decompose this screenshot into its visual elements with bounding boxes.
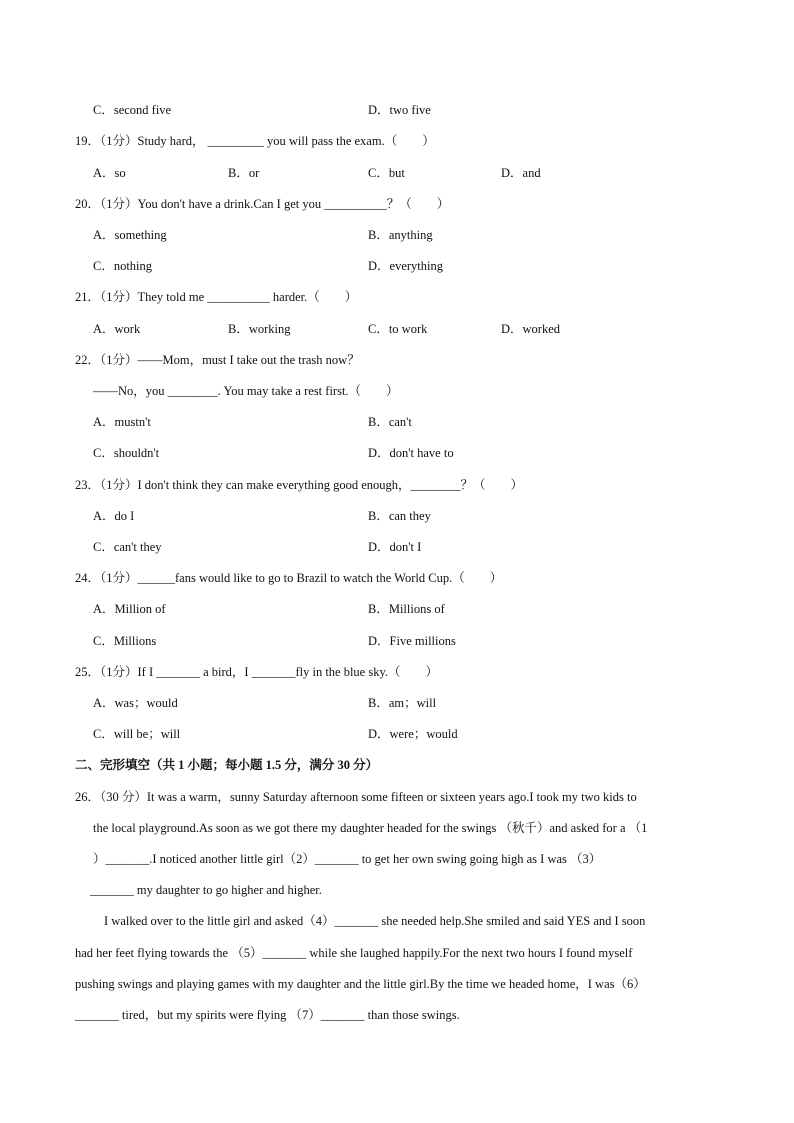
q23-option-d: D．don't I [368,540,422,554]
q24-option-c: C．Millions [93,634,157,648]
question-19-stem: 19．（1分）Study hard， _________ you will pass the exam.（ ） [75,134,435,148]
passage-line-2: the local playground.As soon as we got there my daughter headed for the swings （秋千）and asked for a （1 [93,821,648,835]
q23-option-a: A．do I [93,509,135,523]
q22-option-a: A．mustn't [93,415,151,429]
passage-line-7: pushing swings and playing games with my daughter and the little girl.By the time we headed home，I was（6） [75,977,646,991]
q22-option-b: B．can't [368,415,412,429]
q21-option-c: C．to work [368,322,428,336]
passage-line-5: I walked over to the little girl and asked（4）_______ she needed help.She smiled and said YES and I soon [104,914,646,928]
q19-option-a: A．so [93,166,126,180]
q24-option-d: D．Five millions [368,634,456,648]
passage-line-3: ）_______.I noticed another little girl（2）_______ to get her own swing going high as I was （3） [93,852,602,866]
q22-option-c: C．shouldn't [93,446,160,460]
q23-option-c: C．can't they [93,540,162,554]
question-21-stem: 21．（1分）They told me __________ harder.（ ） [75,290,358,304]
question-20-stem: 20．（1分）You don't have a drink.Can I get you __________？（ ） [75,197,450,211]
q21-option-a: A．work [93,322,141,336]
q25-option-d: D．were；would [368,727,458,741]
q20-option-b: B．anything [368,228,433,242]
passage-line-4: _______ my daughter to go higher and higher. [90,883,322,897]
q25-option-c: C．will be；will [93,727,181,741]
q24-option-b: B．Millions of [368,602,445,616]
passage-line-6: had her feet flying towards the （5）_______ while she laughed happily.For the next two hours I found myself [75,946,633,960]
q20-option-a: A．something [93,228,167,242]
q23-option-b: B．can they [368,509,431,523]
q18-option-d: D．two five [368,103,431,117]
q19-option-d: D．and [501,166,541,180]
q20-option-c: C．nothing [93,259,153,273]
question-22-stem: 22．（1分）——Mom，must I take out the trash now？ [75,353,360,367]
q21-option-d: D．worked [501,322,561,336]
passage-line-1: 26．（30 分）It was a warm，sunny Saturday afternoon some fifteen or sixteen years ago.I took my two kids to [75,790,637,804]
q19-option-b: B．or [228,166,260,180]
q24-option-a: A．Million of [93,602,166,616]
q25-option-b: B．am；will [368,696,437,710]
question-22-stem-reply: ——No，you ________. You may take a rest first.（ ） [93,384,399,398]
q20-option-d: D．everything [368,259,443,273]
question-24-stem: 24．（1分）______fans would like to go to Brazil to watch the World Cup.（ ） [75,571,503,585]
q25-option-a: A．was；would [93,696,178,710]
q21-option-b: B．working [228,322,291,336]
q18-option-c: C．second five [93,103,172,117]
question-25-stem: 25．（1分）If I _______ a bird，I _______fly in the blue sky.（ ） [75,665,439,679]
passage-line-8: _______ tired，but my spirits were flying （7）_______ than those swings. [75,1008,460,1022]
q22-option-d: D．don't have to [368,446,454,460]
q19-option-c: C．but [368,166,405,180]
question-23-stem: 23．（1分）I don't think they can make everything good enough，________？（ ） [75,478,524,492]
section-heading-cloze: 二、完形填空（共 1 小题；每小题 1.5 分，满分 30 分） [75,758,379,772]
